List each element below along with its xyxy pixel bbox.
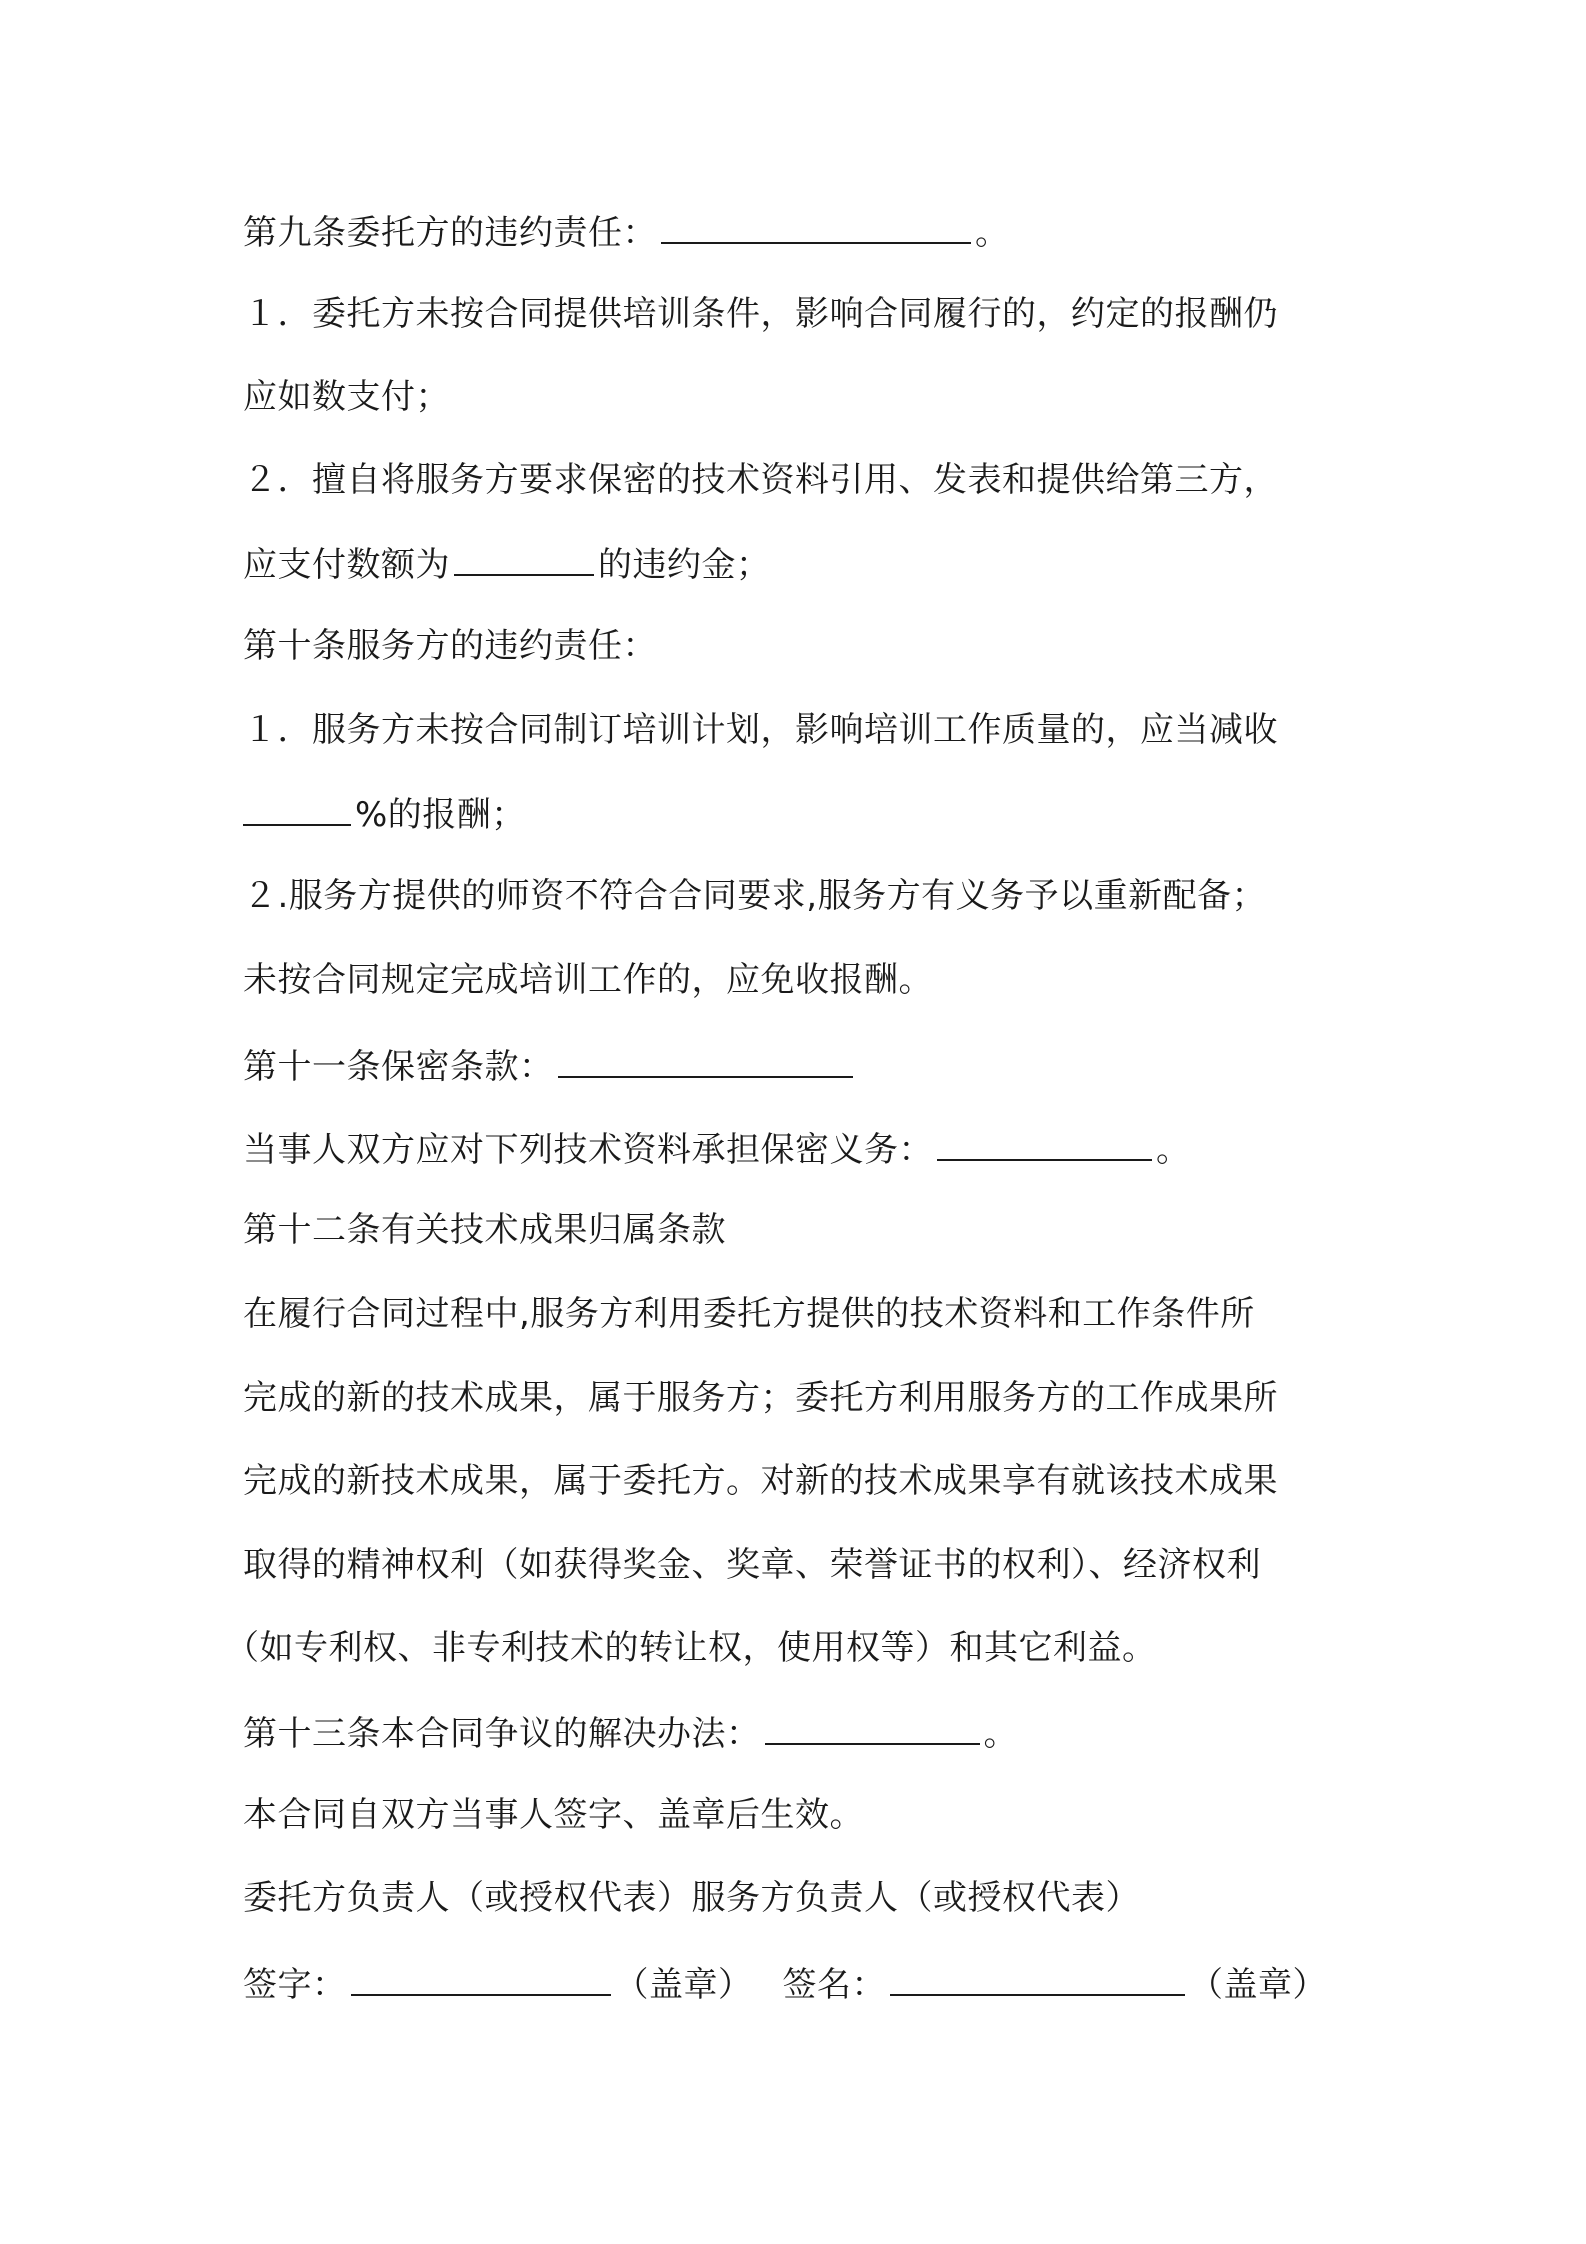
seal-1: （盖章） <box>614 1965 753 2005</box>
signatories-line: 委托方负责人（或授权代表）服务方负责人（或授权代表） <box>243 1878 1140 1918</box>
article-9-heading <box>243 208 1010 252</box>
effective-clause: 本合同自双方当事人签字、盖章后生效。 <box>243 1795 864 1835</box>
sign-label-1: 签字： <box>243 1965 347 2005</box>
article-13-heading-text: 第十三条本合同争议的解决办法： <box>243 1714 761 1754</box>
article-10-item-2-line-2: 未按合同规定完成培训工作的，应免收报酬。 <box>243 960 933 1000</box>
article-10-item-1-line-2 <box>243 790 526 834</box>
article-9-heading-text: 第九条委托方的违约责任： <box>243 213 657 253</box>
article-11-heading <box>243 1042 857 1086</box>
article-12-para-line-4: 取得的精神权利（如获得奖金、奖章、荣誉证书的权利）、经济权利 <box>243 1545 1261 1585</box>
article-9-item-2-line-1: ２．擅自将服务方要求保密的技术资料引用、发表和提供给第三方， <box>243 460 1278 500</box>
period: 。 <box>1156 1130 1191 1170</box>
article-12-heading: 第十二条有关技术成果归属条款 <box>243 1210 726 1250</box>
blank-field <box>454 540 594 576</box>
signature-line <box>243 1960 1327 2004</box>
article-12-para-line-2: 完成的新的技术成果，属于服务方；委托方利用服务方的工作成果所 <box>243 1378 1278 1418</box>
sign-label-2: 签名： <box>782 1965 886 2005</box>
article-9-item-1-line-1: １．委托方未按合同提供培训条件，影响合同履行的，约定的报酬仍 <box>243 294 1278 334</box>
article-9-item-1-line-2: 应如数支付； <box>243 377 450 417</box>
signature-blank-1 <box>351 1960 611 1996</box>
seal-2: （盖章） <box>1189 1965 1327 2005</box>
blank-field <box>765 1709 980 1745</box>
article-11-body-text: 当事人双方应对下列技术资料承担保密义务： <box>243 1130 933 1170</box>
amount-prefix: 应支付数额为 <box>243 545 450 585</box>
blank-field <box>661 208 971 244</box>
blank-field <box>937 1125 1152 1161</box>
blank-field <box>558 1042 853 1078</box>
article-12-para-line-5: （如专利权、非专利技术的转让权，使用权等）和其它利益。 <box>225 1628 1157 1668</box>
blank-field <box>243 790 351 826</box>
article-9-item-2-line-2 <box>243 540 771 584</box>
article-11-body <box>243 1125 1191 1169</box>
article-10-item-1-line-1: １．服务方未按合同制订培训计划，影响培训工作质量的，应当减收 <box>243 710 1278 750</box>
article-11-heading-text: 第十一条保密条款： <box>243 1047 554 1087</box>
amount-suffix: 的违约金； <box>598 545 771 585</box>
article-13-heading <box>243 1709 1018 1753</box>
percent-suffix: %的报酬； <box>355 795 526 835</box>
article-12-para-line-3: 完成的新技术成果，属于委托方。对新的技术成果享有就该技术成果 <box>243 1461 1278 1501</box>
article-10-item-2-line-1: ２.服务方提供的师资不符合合同要求,服务方有义务予以重新配备； <box>243 876 1267 916</box>
period: 。 <box>983 1714 1018 1754</box>
article-12-para-line-1: 在履行合同过程中,服务方利用委托方提供的技术资料和工作条件所 <box>243 1294 1255 1334</box>
article-10-heading: 第十条服务方的违约责任： <box>243 626 657 666</box>
period: 。 <box>975 213 1010 253</box>
signature-blank-2 <box>890 1960 1185 1996</box>
